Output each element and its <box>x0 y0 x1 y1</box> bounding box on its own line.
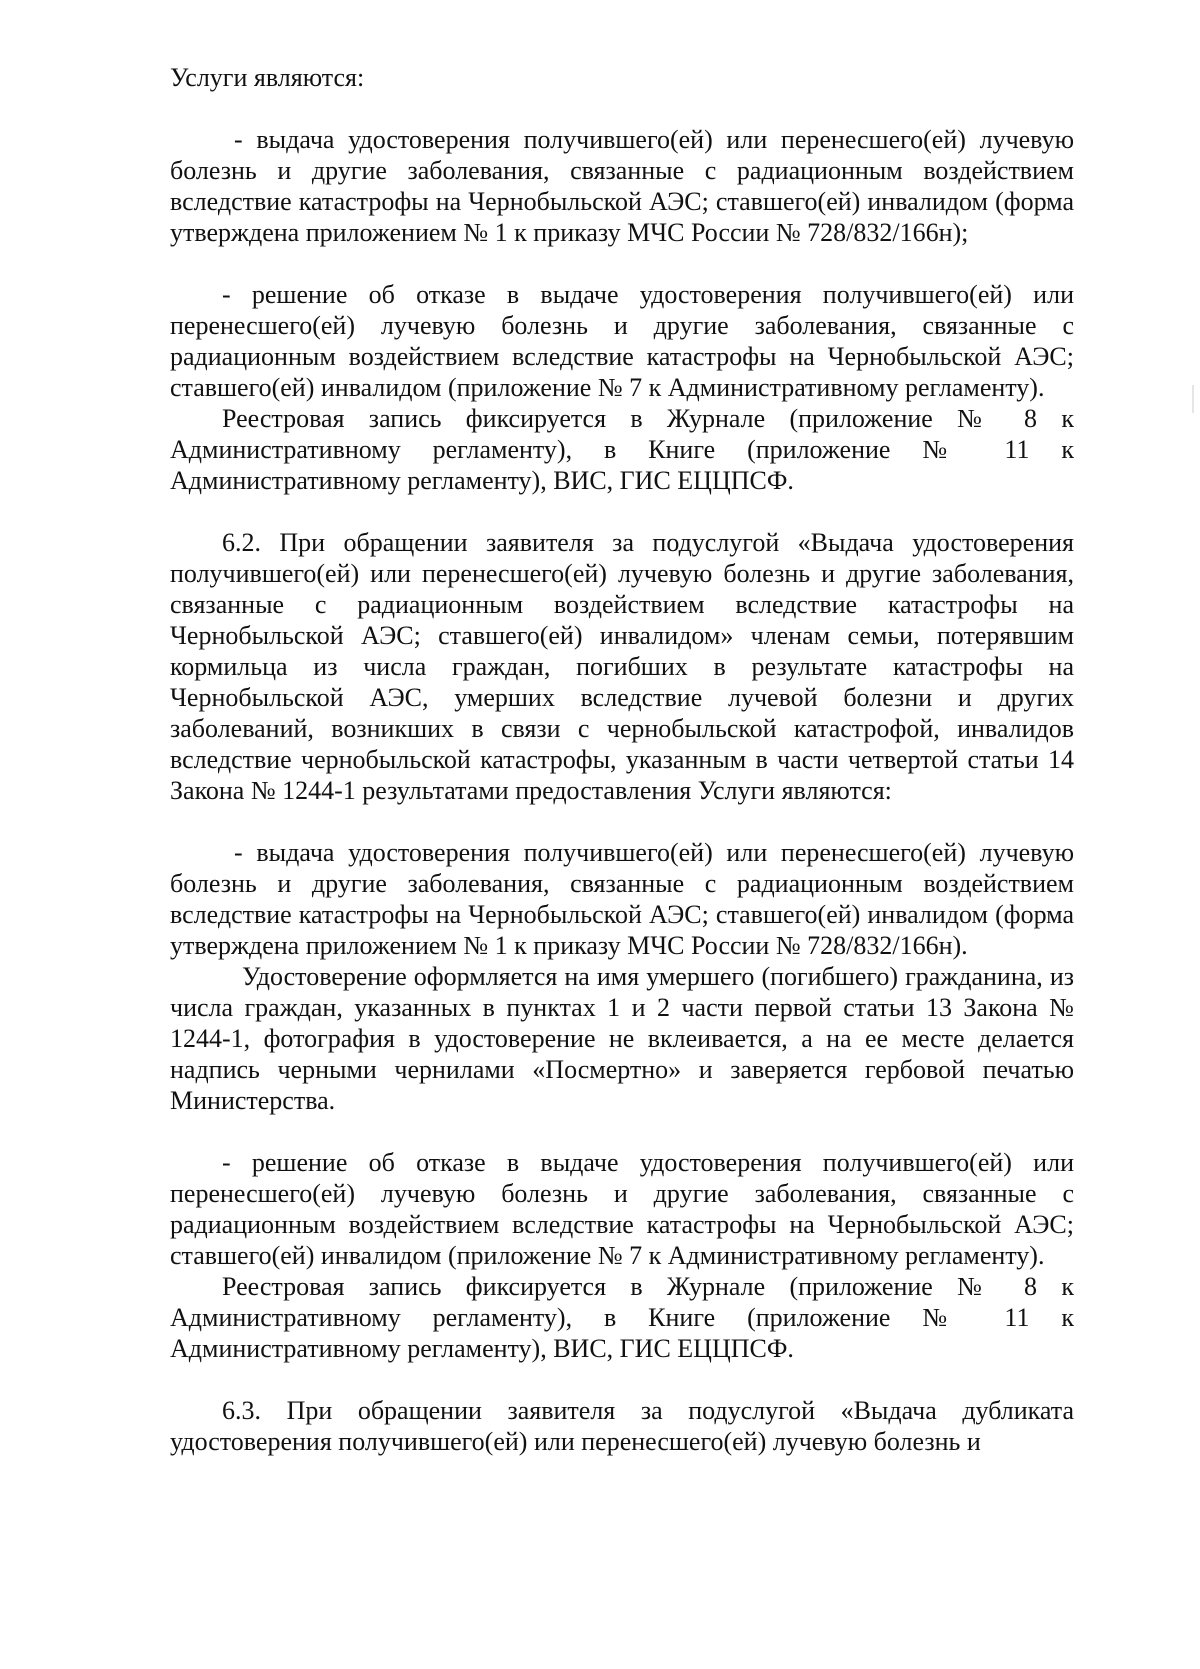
document-body <box>170 62 1074 1457</box>
scan-artifact <box>1192 385 1194 413</box>
paragraph-services-heading: Услуги являются: <box>170 63 365 92</box>
paragraph-section-6-2: 6.2. При обращении заявителя за подуслугой «Выдача удостоверения получившего(ей) или перенесшего(ей) лучевую болезнь и другие заболевания, связанные с радиационным воздействием вследствие катастрофы на Чернобыльской АЭС; ставшего(ей) инвалидом» членам семьи, потерявшим кормильца из числа граждан, погибших в результате катастрофы на Чернобыльской АЭС, умерших вследствие лучевой болезни и других заболеваний, возникших в связи с чернобыльской катастрофой, инвалидов вследствие чернобыльской катастрофы, указанным в части четвертой статьи 14 Закона № 1244-1 результатами предоставления Услуги являются: <box>170 528 1074 805</box>
paragraph-certificate-posthumous: Удостоверение оформляется на имя умершего (погибшего) гражданина, из числа граждан, указанных в пунктах 1 и 2 части первой статьи 13 Закона № 1244-1, фотография в удостоверение не вклеивается, а на ее месте делается надпись черными чернилами «Посмертно» и заверяется гербовой печатью Министерства. <box>170 962 1074 1115</box>
paragraph-issue-certificate-2: - выдача удостоверения получившего(ей) или перенесшего(ей) лучевую болезнь и другие заболевания, связанные с радиационным воздействием вследствие катастрофы на Чернобыльской АЭС; ставшего(ей) инвалидом (форма утверждена приложением № 1 к приказу МЧС России № 728/832/166н). <box>170 838 1074 960</box>
paragraph-issue-certificate-1: - выдача удостоверения получившего(ей) или перенесшего(ей) лучевую болезнь и другие заболевания, связанные с радиационным воздействием вследствие катастрофы на Чернобыльской АЭС; ставшего(ей) инвалидом (форма утверждена приложением № 1 к приказу МЧС России № 728/832/166н); <box>170 125 1074 247</box>
paragraph-refusal-decision-2: - решение об отказе в выдаче удостоверения получившего(ей) или перенесшего(ей) лучевую болезнь и другие заболевания, связанные с радиационным воздействием вследствие катастрофы на Чернобыльской АЭС; ставшего(ей) инвалидом (приложение № 7 к Административному регламенту). <box>170 1148 1074 1270</box>
paragraph-registry-record-1: Реестровая запись фиксируется в Журнале (приложение № 8 к Административному регламенту), в Книге (приложение № 11 к Административному регламенту), ВИС, ГИС ЕЦЦПСФ. <box>170 404 1074 495</box>
paragraph-registry-record-2: Реестровая запись фиксируется в Журнале (приложение № 8 к Административному регламенту), в Книге (приложение № 11 к Административному регламенту), ВИС, ГИС ЕЦЦПСФ. <box>170 1272 1074 1363</box>
paragraph-section-6-3: 6.3. При обращении заявителя за подуслугой «Выдача дубликата удостоверения получившего(ей) или перенесшего(ей) лучевую болезнь и <box>170 1396 1074 1456</box>
paragraph-refusal-decision-1: - решение об отказе в выдаче удостоверения получившего(ей) или перенесшего(ей) лучевую болезнь и другие заболевания, связанные с радиационным воздействием вследствие катастрофы на Чернобыльской АЭС; ставшего(ей) инвалидом (приложение № 7 к Административному регламенту). <box>170 280 1074 402</box>
